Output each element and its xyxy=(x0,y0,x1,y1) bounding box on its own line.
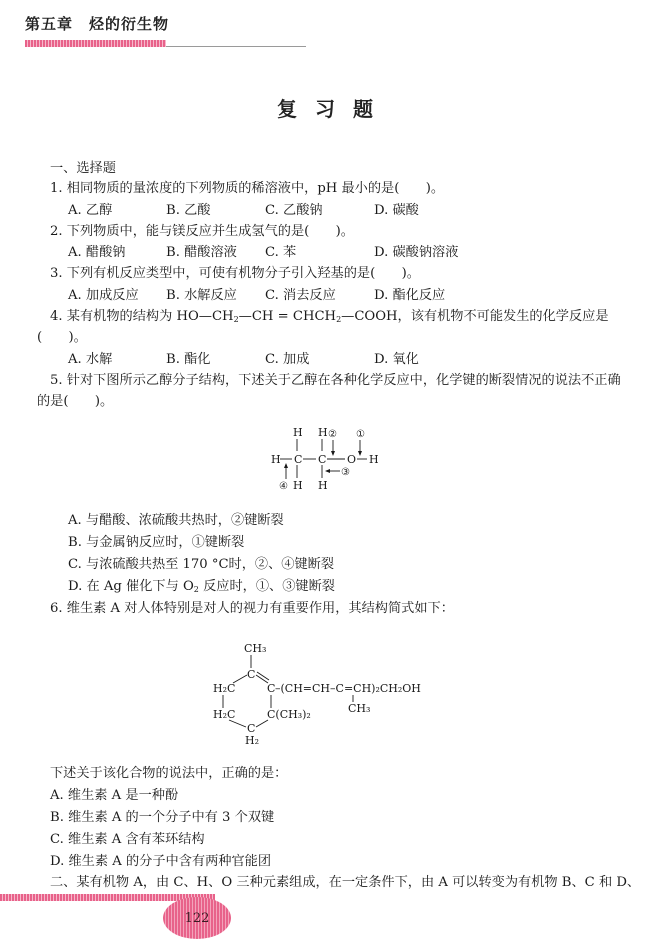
question-4-option-a: A. 水解 xyxy=(68,352,113,367)
group-c-dimethyl: C(CH₃)₂ xyxy=(267,708,311,721)
subscript: 2 xyxy=(336,315,342,324)
question-3-option-b: B. 水解反应 xyxy=(166,288,237,303)
question-2-option-a: A. 醋酸钠 xyxy=(68,245,126,260)
question-4-option-b: B. 酯化 xyxy=(166,352,211,367)
bond-label-4: ④ xyxy=(279,481,288,492)
group-h2: H₂ xyxy=(245,734,260,746)
section-2-question: 二、某有机物 A，由 C、H、O 三种元素组成，在一定条件下，由 A 可以转变为有机物 B、C 和 D、 xyxy=(50,875,641,890)
atom-h: H xyxy=(293,479,303,492)
question-2-option-c: C. 苯 xyxy=(265,245,297,260)
question-6-prompt: 下述关于该化合物的说法中，正确的是： xyxy=(50,766,288,781)
atom-h: H xyxy=(318,479,328,492)
question-1-option-a: A. 乙醇 xyxy=(68,203,113,218)
vitamin-a-structure-diagram xyxy=(205,638,465,746)
atom-c: C xyxy=(247,668,256,681)
question-2-option-d: D. 碳酸钠溶液 xyxy=(374,245,459,260)
page-number: 122 xyxy=(184,910,210,926)
question-6-option-b: B. 维生素 A 的一个分子中有 3 个双键 xyxy=(50,810,275,825)
atom-c: C xyxy=(267,682,276,695)
atom-h: H xyxy=(293,426,303,439)
question-6-stem: 6. 维生素 A 对人体特别是对人的视力有重要作用，其结构简式如下： xyxy=(50,601,454,616)
question-5-option-c: C. 与浓硫酸共热至 170 °C时，②、④键断裂 xyxy=(68,557,335,572)
side-chain: –(CH=CH–C=CH)₂CH₂OH xyxy=(275,682,421,695)
bond-label-1: ① xyxy=(356,429,365,440)
option-text: 反应时，①、③键断裂 xyxy=(198,579,335,594)
question-5-stem: 5. 针对下图所示乙醇分子结构，下述关于乙醇在各种化学反应中，化学键的断裂情况的说法不正确 xyxy=(50,373,621,388)
group-h2c: H₂C xyxy=(213,682,236,695)
atom-h: H xyxy=(369,453,379,466)
question-5-option-a: A. 与醋酸、浓硫酸共热时，②键断裂 xyxy=(68,513,284,528)
atom-o: O xyxy=(347,453,357,466)
subscript: 2 xyxy=(193,585,199,594)
q4-formula-part: —COOH，该有机物不可能发生的化学反应是 xyxy=(341,309,609,324)
question-4-option-d: D. 氧化 xyxy=(374,352,419,367)
bond-label-2: ② xyxy=(328,429,337,440)
header-decorative-band xyxy=(25,40,166,47)
page-number-badge xyxy=(163,897,231,939)
header-rule xyxy=(166,46,306,47)
atom-c: C xyxy=(247,722,256,735)
question-3-stem: 3. 下列有机反应类型中，可使有机物分子引入羟基的是( )。 xyxy=(50,266,420,281)
question-5-option-b: B. 与金属钠反应时，①键断裂 xyxy=(68,535,245,550)
question-1-option-c: C. 乙酸钠 xyxy=(265,203,323,218)
ethanol-structure-diagram xyxy=(268,418,388,498)
question-2-stem: 2. 下列物质中，能与镁反应并生成氢气的是( )。 xyxy=(50,224,354,239)
atom-c: C xyxy=(294,453,303,466)
question-4-stem-line2: ( )。 xyxy=(37,330,87,345)
chapter-title: 第五章 烃的衍生物 xyxy=(25,15,170,33)
atom-h: H xyxy=(271,453,281,466)
question-4-option-c: C. 加成 xyxy=(265,352,310,367)
q4-formula-part: 4. 某有机物的结构为 HO—CH xyxy=(50,309,234,324)
bond-label-3: ③ xyxy=(341,467,350,478)
option-text: D. 在 Ag 催化下与 O xyxy=(68,579,194,594)
subscript: 2 xyxy=(233,315,239,324)
question-3-option-a: A. 加成反应 xyxy=(68,288,139,303)
question-1-option-b: B. 乙酸 xyxy=(166,203,211,218)
question-6-option-a: A. 维生素 A 是一种酚 xyxy=(50,788,179,803)
question-5-stem-line2: 的是( )。 xyxy=(37,394,114,409)
section-heading: 一、选择题 xyxy=(50,161,116,176)
question-3-option-c: C. 消去反应 xyxy=(265,288,336,303)
group-ch3: CH₃ xyxy=(244,642,267,655)
page-title: 复习题 xyxy=(277,97,391,121)
chain-ch3: CH₃ xyxy=(348,702,371,715)
question-5-option-d xyxy=(68,578,335,596)
question-2-option-b: B. 醋酸溶液 xyxy=(166,245,237,260)
question-3-option-d: D. 酯化反应 xyxy=(374,288,446,303)
atom-h: H xyxy=(318,426,328,439)
question-4-stem xyxy=(50,308,609,326)
q4-formula-part: —CH = CHCH xyxy=(238,309,337,324)
group-h2c: H₂C xyxy=(213,708,236,721)
question-6-option-d: D. 维生素 A 的分子中含有两种官能团 xyxy=(50,854,272,869)
question-6-option-c: C. 维生素 A 含有苯环结构 xyxy=(50,832,205,847)
atom-c: C xyxy=(318,453,327,466)
question-1-option-d: D. 碳酸 xyxy=(374,203,419,218)
question-1-stem: 1. 相同物质的量浓度的下列物质的稀溶液中，pH 最小的是( )。 xyxy=(50,181,445,196)
